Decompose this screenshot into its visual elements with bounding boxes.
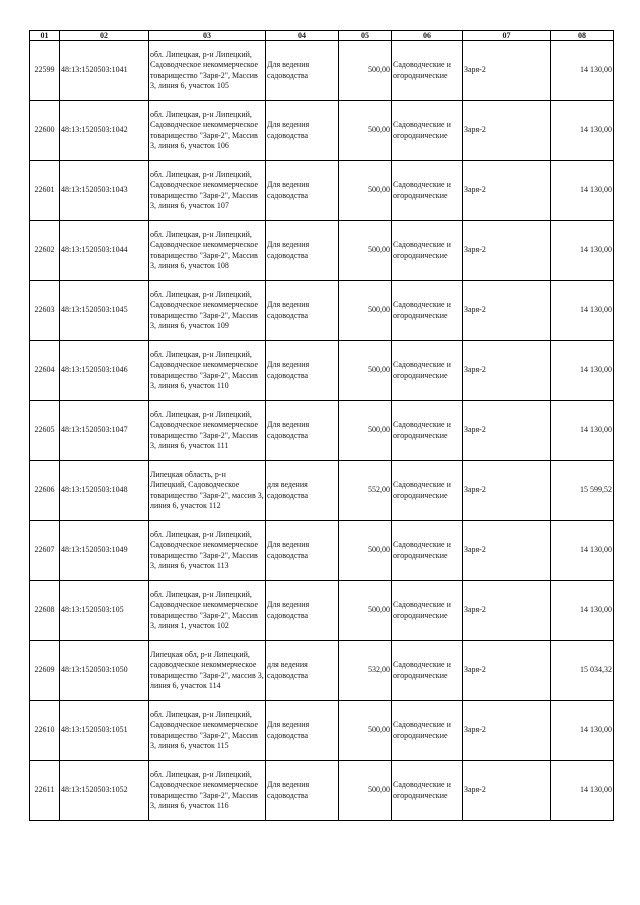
partnership-name: Заря-2 (463, 161, 551, 221)
cadastral-number: 48:13:1520503:1043 (60, 161, 149, 221)
area-value: 500,00 (339, 161, 392, 221)
address (149, 41, 266, 101)
address (149, 341, 266, 401)
cadastral-value: 14 130,00 (551, 41, 614, 101)
cadastral-number: 48:13:1520503:1046 (60, 341, 149, 401)
permitted-use: Для ведения садоводства (266, 701, 339, 761)
col-header-04: 04 (266, 31, 339, 41)
row-number: 22605 (30, 401, 60, 461)
area-value: 500,00 (339, 701, 392, 761)
row-number: 22608 (30, 581, 60, 641)
permitted-use: Для ведения садоводства (266, 101, 339, 161)
partnership-name: Заря-2 (463, 41, 551, 101)
land-register-table (29, 30, 614, 821)
area-value: 500,00 (339, 581, 392, 641)
cadastral-number: 48:13:1520503:1041 (60, 41, 149, 101)
land-category: Садоводческие и огороднические (392, 221, 463, 281)
address (149, 461, 266, 521)
land-category: Садоводческие и огороднические (392, 281, 463, 341)
land-category: Садоводческие и огороднические (392, 581, 463, 641)
cadastral-number: 48:13:1520503:1049 (60, 521, 149, 581)
address-text: обл. Липецкая, р-н Липецкий, Садоводческое некоммерческое товарищество "Заря-2", Массив 3, линия 6, участок 109 (150, 289, 259, 330)
row-number: 22599 (30, 41, 60, 101)
row-number: 22603 (30, 281, 60, 341)
permitted-use: Для ведения садоводства (266, 41, 339, 101)
permitted-use: Для ведения садоводства (266, 221, 339, 281)
cadastral-number: 48:13:1520503:1042 (60, 101, 149, 161)
partnership-name: Заря-2 (463, 641, 551, 701)
area-value: 500,00 (339, 401, 392, 461)
address-text: Липецкая область, р-н Липецкий, Садоводческое товарищество "Заря-2", массив 3, линия 6, участок 112 (150, 469, 264, 510)
table-row (30, 41, 614, 101)
land-category: Садоводческие и огороднические (392, 761, 463, 821)
cadastral-number: 48:13:1520503:1052 (60, 761, 149, 821)
cadastral-value: 14 130,00 (551, 521, 614, 581)
permitted-use: Для ведения садоводства (266, 161, 339, 221)
table-row (30, 221, 614, 281)
address (149, 281, 266, 341)
cadastral-number: 48:13:1520503:1044 (60, 221, 149, 281)
cadastral-number: 48:13:1520503:1047 (60, 401, 149, 461)
row-number: 22602 (30, 221, 60, 281)
row-number: 22604 (30, 341, 60, 401)
header-row (30, 31, 614, 41)
address-text: Липецкая обл, р-н Липецкий, садоводческое некоммерческое товарищество "Заря-2", массив 3, линия 6, участок 114 (150, 649, 264, 690)
address (149, 101, 266, 161)
row-number: 22600 (30, 101, 60, 161)
col-header-05: 05 (339, 31, 392, 41)
cadastral-value: 15 599,52 (551, 461, 614, 521)
area-value: 500,00 (339, 281, 392, 341)
col-header-01: 01 (30, 31, 60, 41)
row-number: 22607 (30, 521, 60, 581)
cadastral-value: 14 130,00 (551, 761, 614, 821)
area-value: 552,00 (339, 461, 392, 521)
table-row (30, 161, 614, 221)
address-text: обл. Липецкая, р-н Липецкий, Садоводческое некоммерческое товарищество "Заря-2", Массив 3, линия 6, участок 116 (150, 769, 259, 810)
area-value: 500,00 (339, 761, 392, 821)
permitted-use: Для ведения садоводства (266, 581, 339, 641)
land-category: Садоводческие и огороднические (392, 461, 463, 521)
land-category: Садоводческие и огороднические (392, 41, 463, 101)
partnership-name: Заря-2 (463, 461, 551, 521)
address-text: обл. Липецкая, р-н Липецкий, Садоводческое некоммерческое товарищество "Заря-2", Массив 3, линия 6, участок 106 (150, 109, 259, 150)
cadastral-value: 14 130,00 (551, 281, 614, 341)
row-number: 22611 (30, 761, 60, 821)
partnership-name: Заря-2 (463, 401, 551, 461)
cadastral-value: 14 130,00 (551, 701, 614, 761)
table-row (30, 401, 614, 461)
area-value: 500,00 (339, 41, 392, 101)
address (149, 221, 266, 281)
partnership-name: Заря-2 (463, 281, 551, 341)
address-text: обл. Липецкая, р-н Липецкий, Садоводческое некоммерческое товарищество "Заря-2", Массив 3, линия 6, участок 107 (150, 169, 259, 210)
col-header-08: 08 (551, 31, 614, 41)
permitted-use: Для ведения садоводства (266, 281, 339, 341)
row-number: 22609 (30, 641, 60, 701)
land-category: Садоводческие и огороднические (392, 521, 463, 581)
table-row (30, 641, 614, 701)
area-value: 500,00 (339, 221, 392, 281)
address (149, 701, 266, 761)
land-category: Садоводческие и огороднические (392, 341, 463, 401)
cadastral-number: 48:13:1520503:1050 (60, 641, 149, 701)
land-category: Садоводческие и огороднические (392, 701, 463, 761)
cadastral-number: 48:13:1520503:1048 (60, 461, 149, 521)
area-value: 532,00 (339, 641, 392, 701)
col-header-02: 02 (60, 31, 149, 41)
partnership-name: Заря-2 (463, 761, 551, 821)
table-row (30, 581, 614, 641)
address-text: обл. Липецкая, р-н Липецкий, Садоводческое некоммерческое товарищество "Заря-2", Массив 3, линия 6, участок 115 (150, 709, 259, 750)
table-row (30, 101, 614, 161)
address-text: обл. Липецкая, р-н Липецкий, Садоводческое некоммерческое товарищество "Заря-2", Массив 3, линия 6, участок 105 (150, 49, 259, 90)
table-row (30, 521, 614, 581)
permitted-use: Для ведения садоводства (266, 341, 339, 401)
partnership-name: Заря-2 (463, 341, 551, 401)
table-row (30, 341, 614, 401)
address (149, 401, 266, 461)
address-text: обл. Липецкая, р-н Липецкий, Садоводческое некоммерческое товарищество "Заря-2", Массив 3, линия 6, участок 111 (150, 409, 259, 450)
row-number: 22601 (30, 161, 60, 221)
partnership-name: Заря-2 (463, 701, 551, 761)
area-value: 500,00 (339, 341, 392, 401)
cadastral-number: 48:13:1520503:1051 (60, 701, 149, 761)
land-category: Садоводческие и огороднические (392, 401, 463, 461)
cadastral-value: 14 130,00 (551, 341, 614, 401)
table-row (30, 281, 614, 341)
cadastral-value: 14 130,00 (551, 221, 614, 281)
land-category: Садоводческие и огороднические (392, 641, 463, 701)
permitted-use: Для ведения садоводства (266, 761, 339, 821)
partnership-name: Заря-2 (463, 101, 551, 161)
cadastral-value: 14 130,00 (551, 401, 614, 461)
address (149, 161, 266, 221)
partnership-name: Заря-2 (463, 221, 551, 281)
table-row (30, 761, 614, 821)
table-row (30, 461, 614, 521)
address-text: обл. Липецкая, р-н Липецкий, Садоводческое некоммерческое товарищество "Заря-2", Массив 3, линия 6, участок 113 (150, 529, 259, 570)
row-number: 22610 (30, 701, 60, 761)
address (149, 521, 266, 581)
permitted-use: Для ведения садоводства (266, 521, 339, 581)
address (149, 761, 266, 821)
table-row (30, 701, 614, 761)
address-text: обл. Липецкая, р-н Липецкий, Садоводческое некоммерческое товарищество "Заря-2", Массив 3, линия 6, участок 108 (150, 229, 259, 270)
partnership-name: Заря-2 (463, 581, 551, 641)
land-category: Садоводческие и огороднические (392, 101, 463, 161)
permitted-use: для ведения садоводства (266, 461, 339, 521)
cadastral-number: 48:13:1520503:105 (60, 581, 149, 641)
partnership-name: Заря-2 (463, 521, 551, 581)
cadastral-value: 15 034,32 (551, 641, 614, 701)
cadastral-value: 14 130,00 (551, 581, 614, 641)
land-category: Садоводческие и огороднические (392, 161, 463, 221)
col-header-07: 07 (463, 31, 551, 41)
address-text: обл. Липецкая, р-н Липецкий, Садоводческое некоммерческое товарищество "Заря-2", Массив 3, линия 1, участок 102 (150, 589, 259, 630)
cadastral-value: 14 130,00 (551, 101, 614, 161)
permitted-use: для ведения садоводства (266, 641, 339, 701)
address (149, 641, 266, 701)
permitted-use: Для ведения садоводства (266, 401, 339, 461)
area-value: 500,00 (339, 101, 392, 161)
address (149, 581, 266, 641)
col-header-03: 03 (149, 31, 266, 41)
cadastral-number: 48:13:1520503:1045 (60, 281, 149, 341)
row-number: 22606 (30, 461, 60, 521)
area-value: 500,00 (339, 521, 392, 581)
address-text: обл. Липецкая, р-н Липецкий, Садоводческое некоммерческое товарищество "Заря-2", Массив 3, линия 6, участок 110 (150, 349, 259, 390)
col-header-06: 06 (392, 31, 463, 41)
cadastral-value: 14 130,00 (551, 161, 614, 221)
